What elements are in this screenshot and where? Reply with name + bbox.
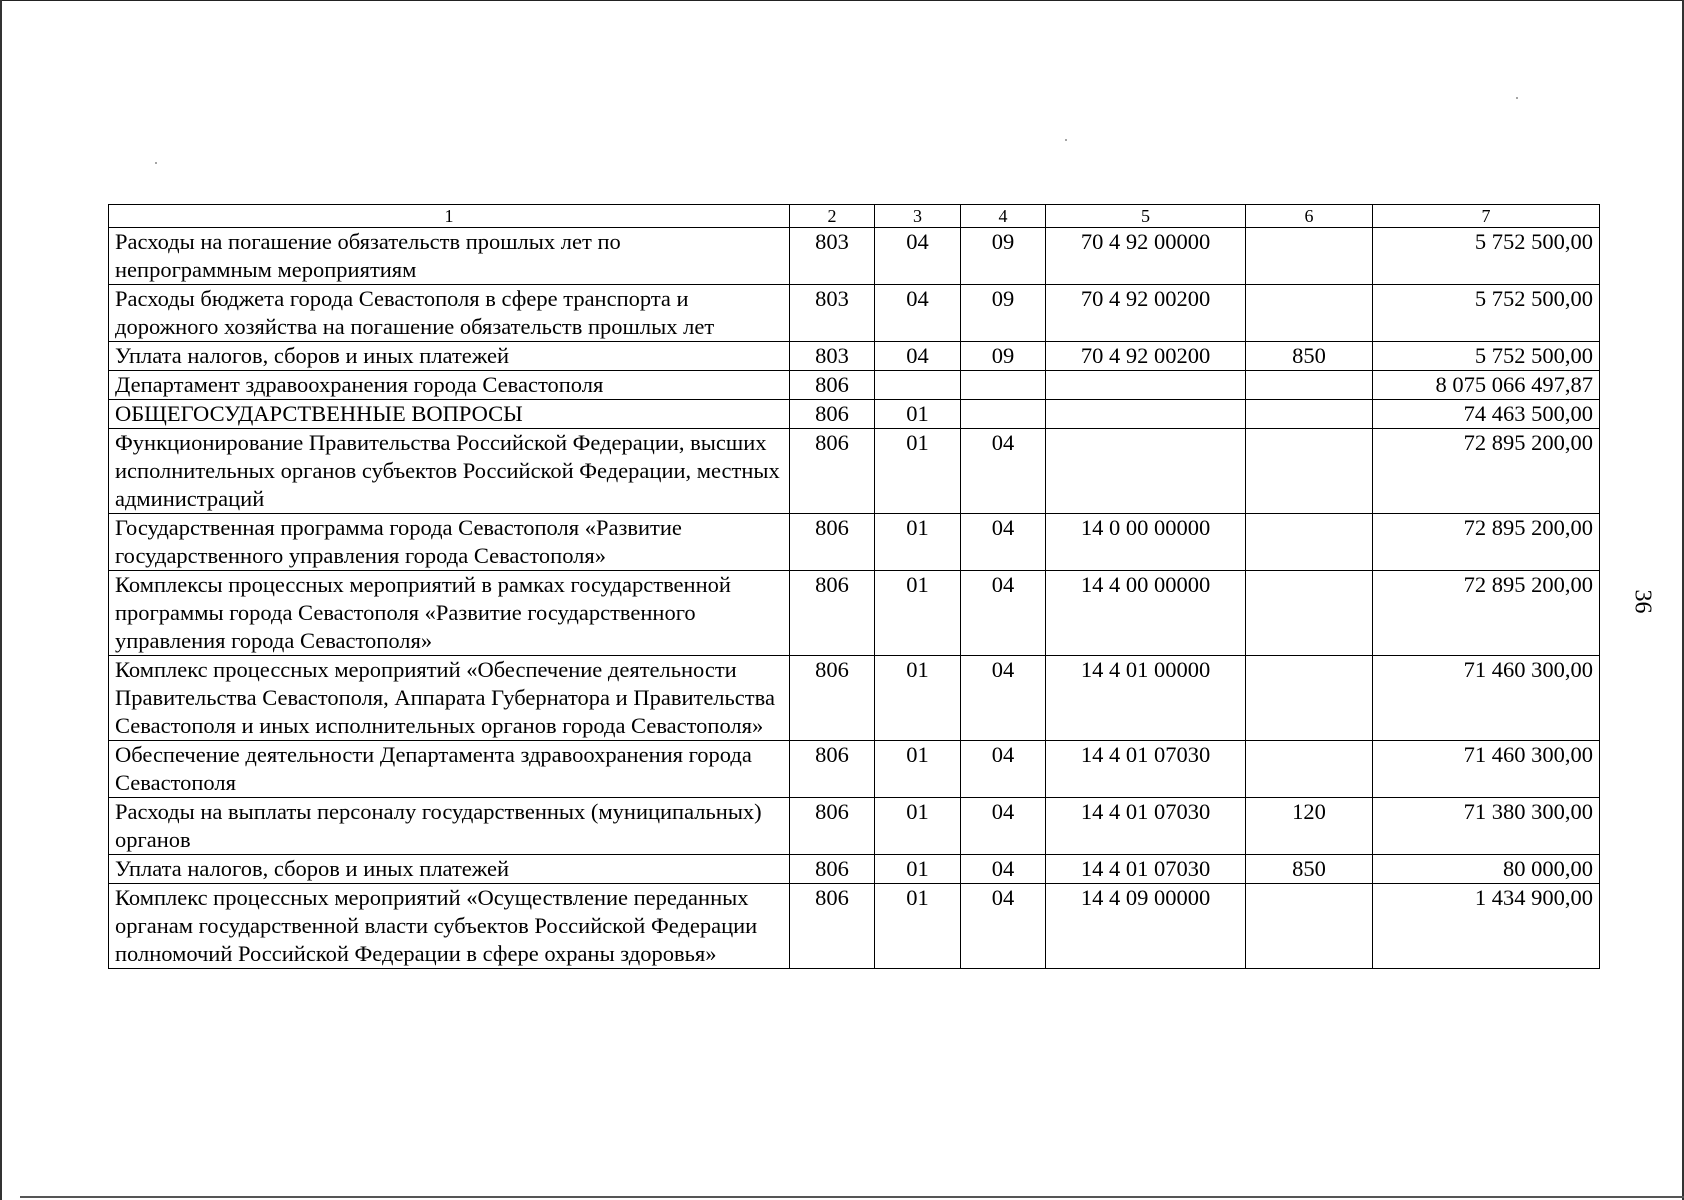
table-row <box>109 228 1600 285</box>
row-code-2: 806 <box>790 741 875 798</box>
table-row <box>109 371 1600 400</box>
row-name: Уплата налогов, сборов и иных платежей <box>109 855 790 884</box>
row-name: Расходы на выплаты персоналу государственных (муниципальных) органов <box>109 798 790 855</box>
column-header-5: 5 <box>1046 205 1246 228</box>
row-code-2: 803 <box>790 228 875 285</box>
row-code-2: 806 <box>790 571 875 656</box>
row-code-5: 70 4 92 00200 <box>1046 285 1246 342</box>
table-row <box>109 855 1600 884</box>
row-amount: 72 895 200,00 <box>1373 429 1600 514</box>
row-code-4: 09 <box>961 285 1046 342</box>
row-code-4: 09 <box>961 342 1046 371</box>
row-code-6: 120 <box>1246 798 1373 855</box>
row-code-2: 806 <box>790 884 875 969</box>
row-code-5 <box>1046 371 1246 400</box>
row-code-3 <box>875 371 961 400</box>
table-body <box>109 228 1600 969</box>
row-amount: 74 463 500,00 <box>1373 400 1600 429</box>
scan-edge-top <box>0 0 1684 1</box>
row-amount: 5 752 500,00 <box>1373 285 1600 342</box>
row-code-6 <box>1246 571 1373 656</box>
row-name: Комплексы процессных мероприятий в рамках государственной программы города Севастополя «Развитие государственного управления города Севастополя» <box>109 571 790 656</box>
row-code-2: 806 <box>790 371 875 400</box>
row-code-4: 04 <box>961 571 1046 656</box>
row-name: Комплекс процессных мероприятий «Осуществление переданных органам государственной власти субъектов Российской Федерации полномочий Российской Федерации в сфере охраны здоровья» <box>109 884 790 969</box>
budget-table <box>108 204 1600 969</box>
row-amount: 72 895 200,00 <box>1373 571 1600 656</box>
row-code-3: 01 <box>875 571 961 656</box>
row-code-4: 04 <box>961 429 1046 514</box>
row-name: Расходы на погашение обязательств прошлых лет по непрограммным мероприятиям <box>109 228 790 285</box>
row-code-3: 01 <box>875 855 961 884</box>
row-code-2: 806 <box>790 400 875 429</box>
row-code-3: 01 <box>875 429 961 514</box>
row-code-6 <box>1246 429 1373 514</box>
table-row <box>109 798 1600 855</box>
row-code-4: 04 <box>961 514 1046 571</box>
row-amount: 1 434 900,00 <box>1373 884 1600 969</box>
row-code-6: 850 <box>1246 855 1373 884</box>
column-header-4: 4 <box>961 205 1046 228</box>
scan-edge-bottom <box>20 1196 1684 1198</box>
row-code-6: 850 <box>1246 342 1373 371</box>
row-code-6 <box>1246 400 1373 429</box>
row-code-4 <box>961 400 1046 429</box>
row-code-3: 04 <box>875 342 961 371</box>
table-row <box>109 514 1600 571</box>
row-name: Департамент здравоохранения города Севастополя <box>109 371 790 400</box>
row-name: Функционирование Правительства Российской Федерации, высших исполнительных органов субъектов Российской Федерации, местных администраций <box>109 429 790 514</box>
row-code-5: 14 0 00 00000 <box>1046 514 1246 571</box>
row-code-3: 01 <box>875 798 961 855</box>
row-code-5: 14 4 01 07030 <box>1046 798 1246 855</box>
row-amount: 72 895 200,00 <box>1373 514 1600 571</box>
row-code-3: 01 <box>875 514 961 571</box>
row-code-4: 04 <box>961 741 1046 798</box>
row-code-6 <box>1246 656 1373 741</box>
row-code-2: 803 <box>790 285 875 342</box>
row-code-6 <box>1246 285 1373 342</box>
column-header-6: 6 <box>1246 205 1373 228</box>
row-code-5 <box>1046 429 1246 514</box>
row-name: Комплекс процессных мероприятий «Обеспечение деятельности Правительства Севастополя, Аппарата Губернатора и Правительства Севастополя и иных исполнительных органов города Севастополя» <box>109 656 790 741</box>
row-code-2: 806 <box>790 855 875 884</box>
scan-edge-left <box>0 0 2 1200</box>
row-code-5: 14 4 01 07030 <box>1046 855 1246 884</box>
row-code-5: 14 4 09 00000 <box>1046 884 1246 969</box>
row-code-5: 14 4 01 00000 <box>1046 656 1246 741</box>
row-code-3: 01 <box>875 884 961 969</box>
row-amount: 80 000,00 <box>1373 855 1600 884</box>
row-code-2: 806 <box>790 798 875 855</box>
row-code-2: 806 <box>790 429 875 514</box>
row-name: ОБЩЕГОСУДАРСТВЕННЫЕ ВОПРОСЫ <box>109 400 790 429</box>
row-code-5 <box>1046 400 1246 429</box>
scan-speck <box>1516 97 1518 99</box>
table-row <box>109 571 1600 656</box>
row-code-2: 806 <box>790 656 875 741</box>
row-amount: 5 752 500,00 <box>1373 342 1600 371</box>
row-code-4: 09 <box>961 228 1046 285</box>
scan-speck <box>155 162 157 164</box>
header-row <box>109 205 1600 228</box>
page-number: 36 <box>1629 589 1656 614</box>
row-code-2: 803 <box>790 342 875 371</box>
table-row <box>109 285 1600 342</box>
column-header-1: 1 <box>109 205 790 228</box>
row-code-5: 14 4 01 07030 <box>1046 741 1246 798</box>
row-code-4 <box>961 371 1046 400</box>
row-code-5: 14 4 00 00000 <box>1046 571 1246 656</box>
row-code-4: 04 <box>961 855 1046 884</box>
row-code-5: 70 4 92 00200 <box>1046 342 1246 371</box>
table-row <box>109 400 1600 429</box>
row-name: Государственная программа города Севастополя «Развитие государственного управления города Севастополя» <box>109 514 790 571</box>
table-row <box>109 741 1600 798</box>
scan-speck <box>1065 139 1067 141</box>
row-code-6 <box>1246 514 1373 571</box>
column-header-2: 2 <box>790 205 875 228</box>
table-row <box>109 429 1600 514</box>
table-row <box>109 656 1600 741</box>
table-row <box>109 884 1600 969</box>
row-name: Расходы бюджета города Севастополя в сфере транспорта и дорожного хозяйства на погашение обязательств прошлых лет <box>109 285 790 342</box>
row-code-3: 04 <box>875 228 961 285</box>
row-amount: 5 752 500,00 <box>1373 228 1600 285</box>
row-code-3: 01 <box>875 400 961 429</box>
row-code-4: 04 <box>961 656 1046 741</box>
row-amount: 71 380 300,00 <box>1373 798 1600 855</box>
row-code-6 <box>1246 884 1373 969</box>
row-name: Обеспечение деятельности Департамента здравоохранения города Севастополя <box>109 741 790 798</box>
column-header-3: 3 <box>875 205 961 228</box>
row-code-6 <box>1246 741 1373 798</box>
row-code-6 <box>1246 371 1373 400</box>
table-header <box>109 205 1600 228</box>
row-code-6 <box>1246 228 1373 285</box>
row-code-2: 806 <box>790 514 875 571</box>
table-row <box>109 342 1600 371</box>
row-code-4: 04 <box>961 798 1046 855</box>
row-amount: 71 460 300,00 <box>1373 656 1600 741</box>
column-header-7: 7 <box>1373 205 1600 228</box>
row-code-5: 70 4 92 00000 <box>1046 228 1246 285</box>
row-code-3: 01 <box>875 741 961 798</box>
row-code-3: 01 <box>875 656 961 741</box>
row-amount: 71 460 300,00 <box>1373 741 1600 798</box>
row-code-4: 04 <box>961 884 1046 969</box>
row-name: Уплата налогов, сборов и иных платежей <box>109 342 790 371</box>
row-code-3: 04 <box>875 285 961 342</box>
row-amount: 8 075 066 497,87 <box>1373 371 1600 400</box>
